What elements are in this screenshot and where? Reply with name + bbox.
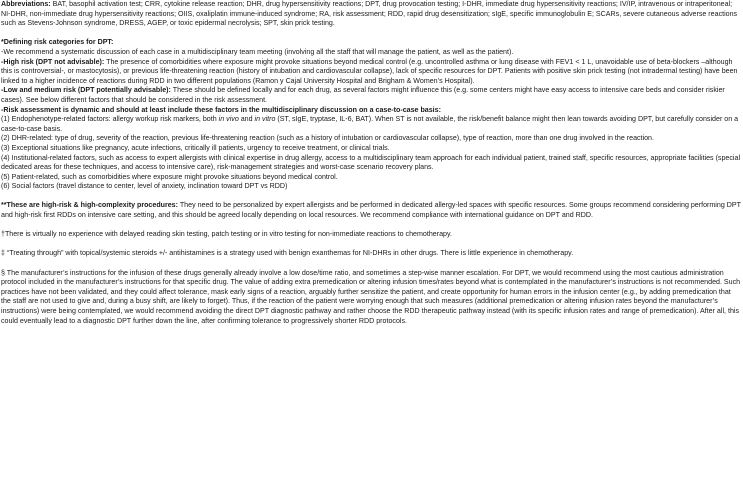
risk-intro: -We recommend a systematic discussion of each case in a multidisciplinary team meeting (involving all the staff that will manage the patient, as well as the patient). (1, 47, 514, 56)
dynamic-risk-heading: -Risk assessment is dynamic and should at least include these factors in the multidisciplinary discussion on a case-to-case basis: (1, 105, 441, 114)
low-risk-text: These should be defined locally and for each drug, as several factors might influence this (e.g. some centers might have easy access to intensive care beds and consider riskier cases). See below different factors that should be considered in the risk assessment. (1, 86, 725, 104)
high-risk-text: The presence of comorbidities where exposure might provoke situations beyond medical control (e.g. uncontrolled asthma or lung disease with FEV1 < 1 L, unavoidable use of beta-blockers –although this is controversial-, or mastocytosis), or previous life-threatening reaction (history of intubation and cardiovascular collapse), lack of specific resources for DPT. Patients with positive skin prick testing (not intradermal testing) have been linked to a higher incidence of reactions during RDD in two different populations (Ramon y Cajal University Hospital and Brigham & Women’s Hospital). (1, 57, 738, 85)
high-complexity-text: They need to be personalized by expert allergists and be performed in dedicated allergy-led spaces with specific resources. Some groups recommend considering performing DPT and high-risk first RDDs on intensive care setting, and this should be agreed locally depending on local resources. We recommend compliance with international guidance on DPT and RDD. (1, 201, 741, 220)
section-footnote: § The manufacturer’s instructions for the infusion of these drugs generally already involve a low dose/time ratio, and sometimes a step-wise manner escalation. For DPT, we would recommend using the most cautious administration protocol included in the manufacturer’s instructions for that specific drug. The value of adding extra premedication or altering infusion times/rates beyond what is contemplated in the manufacturer’s instructions is not recommended. Such practices have not been validated, and they could affect tolerance, mask early signs of a reaction, arguably further sensitize the patient, and create opportunity for human errors in the infusion center (e.g., by adding premedication that the staff are not used to give and, during a busy shift, are likely to forget). Thus, if the reaction of the patient were worrying enough that such measures (additional premedication or altering infusion rates beyond the manufacturer’s instructions) were being contemplated, we would recommend avoiding the direct DPT diagnostic pathway and rather choose the RDD therapeutic pathway instead (with its specific infusion rates and range of premedication). After all, this could eventually lead to a diagnostic DPT further down the line, after confirming tolerance to progressively shorter RDD protocols. (1, 268, 741, 325)
low-risk-label: -Low and medium risk (DPT potentially advisable): (1, 86, 171, 95)
factor-5: (5) Patient-related, such as comorbidities where exposure might provoke situations beyond medical control. (1, 172, 338, 181)
low-risk-paragraph (1, 86, 741, 105)
factor-2: (2) DHR-related: type of drug, severity of the reaction, previous life-threatening reaction (such as a history of intubation or cardiovascular collapse), type of reaction, more than one drug involved in the reaction. (1, 134, 654, 143)
high-complexity-label: **These are high-risk & high-complexity procedures: (1, 201, 178, 210)
double-dagger-footnote: ‡ “Treating through” with topical/systemic steroids +/- antihistamines is a strategy used with benign exanthemas for NI-DHRs in other drugs. There is little experience in chemotherapy. (1, 249, 574, 258)
high-complexity-note (1, 201, 741, 220)
dagger-footnote: †There is virtually no experience with delayed reading skin testing, patch testing or in vitro testing for non-immediate reactions to chemotherapy. (1, 230, 452, 239)
abbreviations-label: Abbreviations: (1, 0, 51, 8)
factor-1: (1) Endophenotype-related factors: allergy workup risk markers, both in vivo and in vitro (ST, sIgE, tryptase, IL-6, BAT). When ST is not available, the risk/benefit balance might then lean towards avoiding DPT, but carefully consider on a case-to-case basis. (1, 115, 739, 133)
abbreviations-paragraph (1, 0, 741, 29)
factor-4: (4) Institutional-related factors, such as access to expert allergists with clinical expertise in drug allergy, access to a multidisciplinary team approach for each individual patient, trained staff, specific resources, appropriate facilities (special dedicated areas for these techniques, and access to intensive care), risk-management strategies and worst-case scenario recovery plans. (1, 153, 741, 172)
factor-3: (3) Exceptional situations like pregnancy, acute infections, critically ill patients, urgency to receive treatment, or clinical trials. (1, 143, 390, 152)
factor-6: (6) Social factors (travel distance to center, level of anxiety, inclination toward DPT vs RDD) (1, 182, 288, 191)
high-risk-label: -High risk (DPT not advisable): (1, 57, 105, 66)
abbreviations-text: BAT, basophil activation test; CRR, cytokine release reaction; DHR, drug hypersensitivity reactions; DPT, drug provocation testing; I-DHR, immediate drug hypersensitivity reactions; IV/IP, intravenous or intraperitoneal; NI-DHR, non-immediate drug hypersensitivity reactions; OIIS, oxaliplatin immune-induced syndrome; RA, risk assessment; RDD, rapid drug desensitization; sIgE, specific immunoglobulin E; SCARs, severe cutaneous adverse reactions such as Stevens-Johnson syndrome, DRESS, AGEP, or toxic epidermal necrolysis; SPT, skin prick testing. (1, 0, 738, 28)
risk-categories-heading: *Defining risk categories for DPT: (1, 38, 114, 47)
high-risk-paragraph (1, 58, 741, 87)
